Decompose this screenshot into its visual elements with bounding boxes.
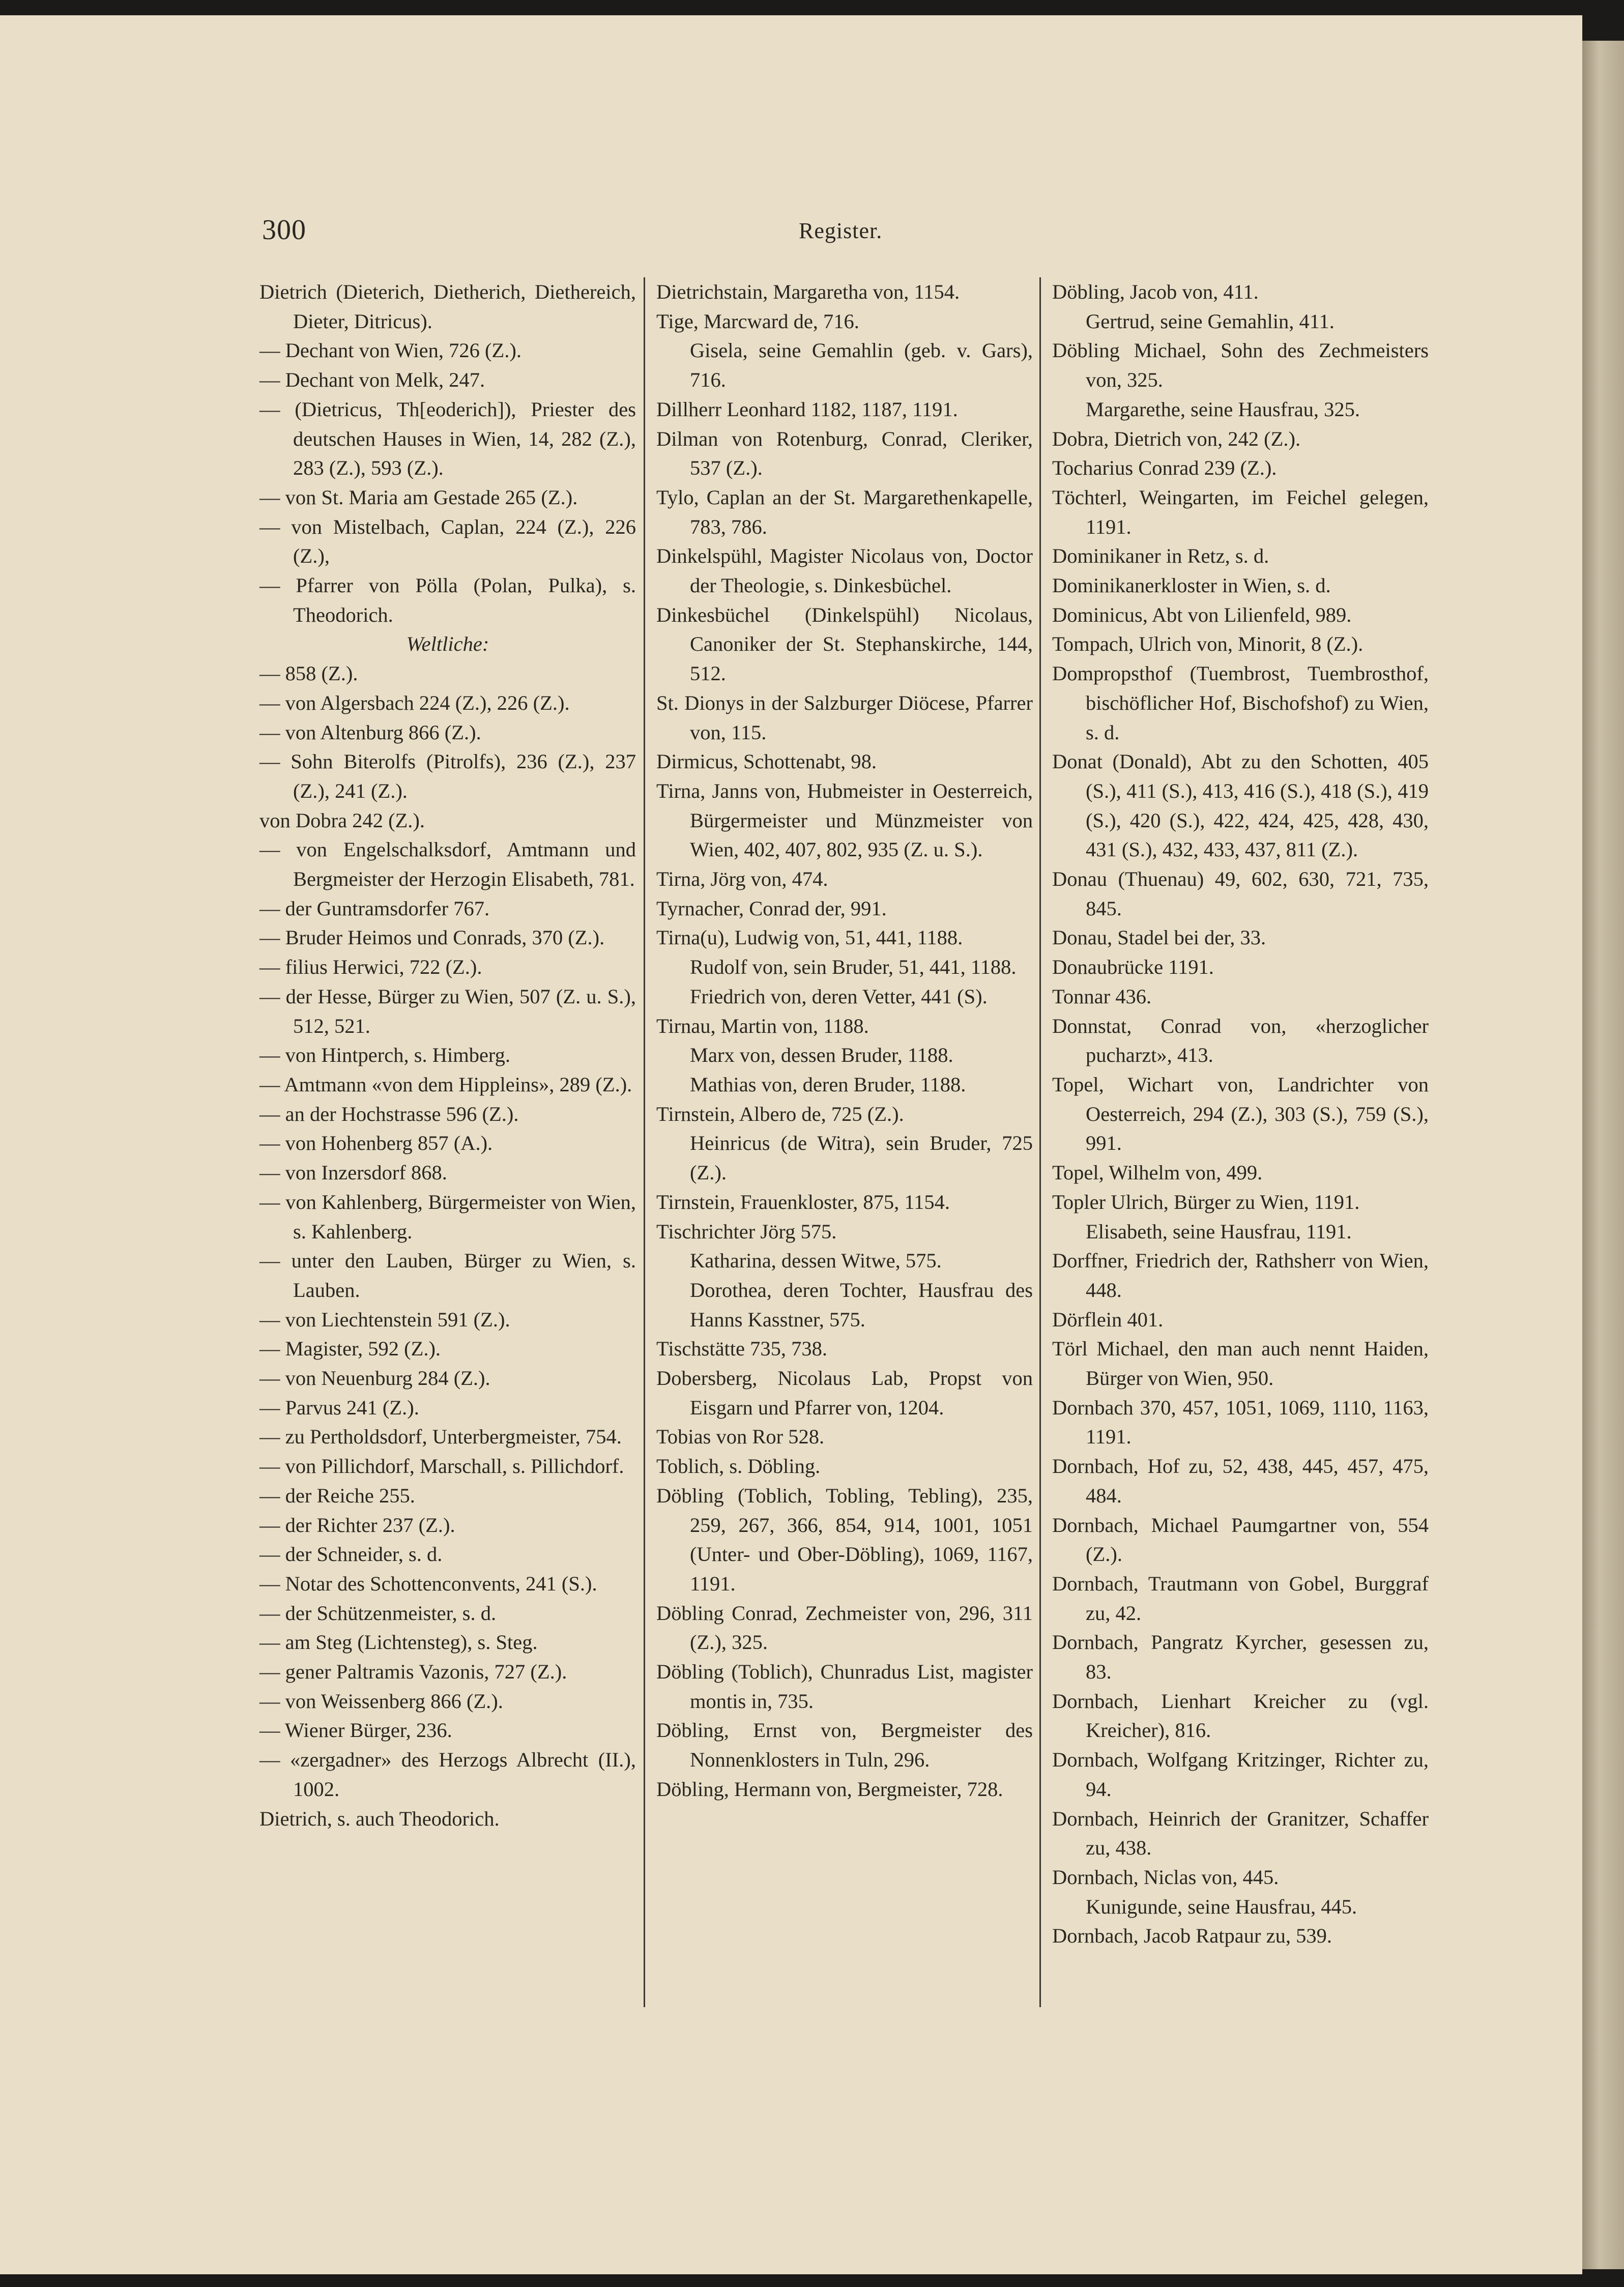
index-entry: — von Hohenberg 857 (A.). bbox=[259, 1132, 493, 1155]
column-rule bbox=[1039, 277, 1041, 2007]
index-entry: Dornbach, Pangratz Kyrcher, gesessen zu, 83. bbox=[1052, 1631, 1429, 1684]
index-entry: Toblich, s. Döbling. bbox=[656, 1455, 821, 1478]
index-entry: — von Algersbach 224 (Z.), 226 (Z.). bbox=[259, 691, 570, 714]
index-entry: Dobra, Dietrich von, 242 (Z.). bbox=[1052, 427, 1301, 450]
index-entry: Dietrich, s. auch Theodorich. bbox=[259, 1807, 500, 1830]
index-entry: Donat (Donald), Abt zu den Schotten, 405 (S.), 411 (S.), 413, 416 (S.), 418 (S.), 419 (S.), 420 (S.), 422, 424, 425, 428, 430, 431 (S.), 432, 433, 437, 811 (Z.). bbox=[1052, 750, 1429, 861]
index-entry: Döbling (Toblich), Chunradus List, magister montis in, 735. bbox=[656, 1660, 1033, 1713]
index-entry: Tirnstein, Frauenkloster, 875, 1154. bbox=[656, 1190, 950, 1213]
index-entry: — Bruder Heimos und Conrads, 370 (Z.). bbox=[259, 926, 605, 949]
index-entry: Katharina, dessen Witwe, 575. bbox=[690, 1249, 942, 1272]
index-entry: Dinkesbüchel (Dinkelspühl) Nicolaus, Canoniker der St. Stephanskirche, 144, 512. bbox=[656, 603, 1033, 685]
index-entry: Tocharius Conrad 239 (Z.). bbox=[1052, 456, 1277, 480]
index-entry: — Dechant von Wien, 726 (Z.). bbox=[259, 339, 521, 362]
index-entry: — gener Paltramis Vazonis, 727 (Z.). bbox=[259, 1660, 567, 1684]
index-entry: Dilman von Rotenburg, Conrad, Cleriker, 537 (Z.). bbox=[656, 427, 1033, 480]
index-entry: Mathias von, deren Bruder, 1188. bbox=[690, 1073, 966, 1096]
index-entry: — filius Herwici, 722 (Z.). bbox=[259, 956, 482, 979]
index-entry: — Dechant von Melk, 247. bbox=[259, 368, 485, 392]
index-entry: Tompach, Ulrich von, Minorit, 8 (Z.). bbox=[1052, 632, 1364, 656]
index-entry: Döbling, Jacob von, 411. bbox=[1052, 280, 1259, 303]
index-entry: — (Dietricus, Th[eoderich]), Priester des deutschen Hauses in Wien, 14, 282 (Z.), 283 (Z.), 593 (Z.). bbox=[259, 397, 636, 480]
index-entry: von Dobra 242 (Z.). bbox=[259, 808, 425, 832]
index-entry: Tirnstein, Albero de, 725 (Z.). bbox=[656, 1102, 904, 1125]
index-entry: Donau (Thuenau) 49, 602, 630, 721, 735, 845. bbox=[1052, 867, 1429, 920]
index-entry: — Sohn Biterolfs (Pitrolfs), 236 (Z.), 237 (Z.), 241 (Z.). bbox=[259, 750, 636, 802]
index-entry: Kunigunde, seine Hausfrau, 445. bbox=[1086, 1895, 1357, 1918]
index-entry: Gisela, seine Gemahlin (geb. v. Gars), 716. bbox=[690, 339, 1033, 392]
index-entry: Tirnau, Martin von, 1188. bbox=[656, 1014, 869, 1037]
index-entry: Tige, Marcward de, 716. bbox=[656, 309, 859, 333]
index-entry: Margarethe, seine Hausfrau, 325. bbox=[1086, 397, 1360, 421]
index-entry: Dörflein 401. bbox=[1052, 1308, 1164, 1331]
index-column-3 bbox=[1052, 277, 1429, 1951]
index-entry: — von Mistelbach, Caplan, 224 (Z.), 226 (Z.), bbox=[259, 515, 636, 568]
index-entry: Topler Ulrich, Bürger zu Wien, 1191. bbox=[1052, 1190, 1360, 1213]
index-entry: Donaubrücke 1191. bbox=[1052, 956, 1214, 979]
index-entry: Dornbach, Lienhart Kreicher zu (vgl. Kreicher), 816. bbox=[1052, 1689, 1429, 1742]
index-entry: Dominikaner in Retz, s. d. bbox=[1052, 544, 1269, 568]
index-entry: Tylo, Caplan an der St. Margarethenkapelle, 783, 786. bbox=[656, 485, 1033, 538]
index-entry: Heinricus (de Witra), sein Bruder, 725 (Z.). bbox=[690, 1132, 1033, 1184]
index-entry: — der Schneider, s. d. bbox=[259, 1543, 443, 1566]
index-entry: — von Weissenberg 866 (Z.). bbox=[259, 1689, 503, 1713]
index-entry: — Magister, 592 (Z.). bbox=[259, 1337, 441, 1360]
index-entry: — von St. Maria am Gestade 265 (Z.). bbox=[259, 485, 578, 509]
index-entry: Dominicus, Abt von Lilienfeld, 989. bbox=[1052, 603, 1352, 626]
index-entry: Dinkelspühl, Magister Nicolaus von, Doctor der Theologie, s. Dinkesbüchel. bbox=[656, 544, 1033, 597]
index-entry: Dietrich (Dieterich, Dietherich, Diethereich, Dieter, Ditricus). bbox=[259, 280, 636, 333]
column-rule bbox=[644, 277, 645, 2007]
index-entry: — Parvus 241 (Z.). bbox=[259, 1396, 419, 1419]
index-column-2 bbox=[656, 277, 1033, 1804]
index-entry: — von Neuenburg 284 (Z.). bbox=[259, 1367, 490, 1390]
index-entry: — Notar des Schottenconvents, 241 (S.). bbox=[259, 1572, 597, 1595]
index-entry: Dornbach, Niclas von, 445. bbox=[1052, 1865, 1279, 1889]
index-entry: Dobersberg, Nicolaus Lab, Propst von Eisgarn und Pfarrer von, 1204. bbox=[656, 1367, 1033, 1419]
index-entry: Törl Michael, den man auch nennt Haiden, Bürger von Wien, 950. bbox=[1052, 1337, 1429, 1390]
index-entry: Donau, Stadel bei der, 33. bbox=[1052, 926, 1266, 949]
index-entry: Tirna, Jörg von, 474. bbox=[656, 867, 828, 891]
index-entry: — von Pillichdorf, Marschall, s. Pillichdorf. bbox=[259, 1455, 624, 1478]
index-entry: Dornbach, Heinrich der Granitzer, Schaffer zu, 438. bbox=[1052, 1807, 1429, 1860]
index-entry: — von Hintperch, s. Himberg. bbox=[259, 1044, 511, 1067]
running-head: Register. bbox=[799, 218, 883, 243]
index-entry: — Pfarrer von Pölla (Polan, Pulka), s. Theodorich. bbox=[259, 574, 636, 626]
index-entry: Dillherr Leonhard 1182, 1187, 1191. bbox=[656, 397, 958, 421]
index-entry: Döbling (Toblich, Tobling, Tebling), 235, 259, 267, 366, 854, 914, 1001, 1051 (Unter- und Ober-Döbling), 1069, 1167, 1191. bbox=[656, 1484, 1033, 1595]
index-entry: Dorffner, Friedrich der, Rathsherr von Wien, 448. bbox=[1052, 1249, 1429, 1301]
index-entry: Tobias von Ror 528. bbox=[656, 1425, 825, 1449]
index-entry: Dornbach, Jacob Ratpaur zu, 539. bbox=[1052, 1924, 1332, 1948]
index-entry: Dornbach, Trautmann von Gobel, Burggraf zu, 42. bbox=[1052, 1572, 1429, 1625]
index-entry: Tischstätte 735, 738. bbox=[656, 1337, 828, 1360]
index-entry: Dornbach, Michael Paumgartner von, 554 (Z.). bbox=[1052, 1513, 1429, 1566]
index-entry: — von Engelschalksdorf, Amtmann und Bergmeister der Herzogin Elisabeth, 781. bbox=[259, 838, 636, 891]
index-entry: — der Guntramsdorfer 767. bbox=[259, 896, 490, 920]
index-entry: — von Kahlenberg, Bürgermeister von Wien, s. Kahlenberg. bbox=[259, 1190, 636, 1243]
index-entry: Dietrichstain, Margaretha von, 1154. bbox=[656, 280, 960, 303]
index-entry: — «zergadner» des Herzogs Albrecht (II.), 1002. bbox=[259, 1748, 636, 1801]
index-entry: Elisabeth, seine Hausfrau, 1191. bbox=[1086, 1220, 1352, 1243]
index-entry: Tischrichter Jörg 575. bbox=[656, 1220, 837, 1243]
index-entry: Dompropsthof (Tuembrost, Tuembrosthof, bischöflicher Hof, Bischofshof) zu Wien, s. d. bbox=[1052, 662, 1429, 744]
index-entry: Dornbach 370, 457, 1051, 1069, 1110, 1163, 1191. bbox=[1052, 1396, 1429, 1449]
index-entry: — Wiener Bürger, 236. bbox=[259, 1719, 452, 1742]
index-entry: Dominikanerkloster in Wien, s. d. bbox=[1052, 574, 1331, 597]
index-entry: Döbling, Hermann von, Bergmeister, 728. bbox=[656, 1777, 1003, 1801]
index-entry: Tirna, Janns von, Hubmeister in Oesterreich, Bürgermeister und Münzmeister von Wien, 402, 407, 802, 935 (Z. u. S.). bbox=[656, 779, 1033, 861]
index-entry: Töchterl, Weingarten, im Feichel gelegen, 1191. bbox=[1052, 485, 1429, 538]
index-entry: Rudolf von, sein Bruder, 51, 441, 1188. bbox=[690, 956, 1017, 979]
index-entry: Dornbach, Hof zu, 52, 438, 445, 457, 475, 484. bbox=[1052, 1455, 1429, 1507]
index-entry: — von Inzersdorf 868. bbox=[259, 1161, 447, 1184]
index-entry: Friedrich von, deren Vetter, 441 (S). bbox=[690, 985, 988, 1008]
index-entry: — zu Pertholdsdorf, Unterbergmeister, 754. bbox=[259, 1425, 622, 1449]
index-entry: — der Richter 237 (Z.). bbox=[259, 1513, 455, 1537]
index-entry: Gertrud, seine Gemahlin, 411. bbox=[1086, 309, 1335, 333]
index-entry: Döbling, Ernst von, Bergmeister des Nonnenklosters in Tuln, 296. bbox=[656, 1719, 1033, 1772]
index-entry: Tyrnacher, Conrad der, 991. bbox=[656, 896, 887, 920]
index-entry: Döbling Conrad, Zechmeister von, 296, 311 (Z.), 325. bbox=[656, 1601, 1033, 1654]
index-entry: Döbling Michael, Sohn des Zechmeisters von, 325. bbox=[1052, 339, 1429, 392]
index-entry: — der Hesse, Bürger zu Wien, 507 (Z. u. S.), 512, 521. bbox=[259, 985, 636, 1037]
index-entry: — am Steg (Lichtensteg), s. Steg. bbox=[259, 1631, 538, 1654]
index-entry: Tonnar 436. bbox=[1052, 985, 1152, 1008]
index-entry: — der Reiche 255. bbox=[259, 1484, 415, 1507]
index-entry: Marx von, dessen Bruder, 1188. bbox=[690, 1044, 953, 1067]
index-entry: — Amtmann «von dem Hippleins», 289 (Z.). bbox=[259, 1073, 632, 1096]
index-entry: — unter den Lauben, Bürger zu Wien, s. Lauben. bbox=[259, 1249, 636, 1301]
index-entry: — 858 (Z.). bbox=[259, 662, 358, 685]
index-entry: Dorothea, deren Tochter, Hausfrau des Hanns Kasstner, 575. bbox=[690, 1278, 1033, 1331]
index-entry: Dornbach, Wolfgang Kritzinger, Richter zu, 94. bbox=[1052, 1748, 1429, 1801]
index-entry: Topel, Wilhelm von, 499. bbox=[1052, 1161, 1263, 1184]
index-entry: — der Schützenmeister, s. d. bbox=[259, 1601, 497, 1625]
index-entry: Tirna(u), Ludwig von, 51, 441, 1188. bbox=[656, 926, 963, 949]
index-entry: — von Altenburg 866 (Z.). bbox=[259, 720, 481, 744]
page-edge bbox=[1582, 41, 1624, 2269]
index-column-1 bbox=[259, 277, 636, 1833]
index-entry: — von Liechtenstein 591 (Z.). bbox=[259, 1308, 510, 1331]
index-entry: — an der Hochstrasse 596 (Z.). bbox=[259, 1102, 519, 1125]
index-entry: Donnstat, Conrad von, «herzoglicher pucharzt», 413. bbox=[1052, 1014, 1429, 1067]
index-entry: Dirmicus, Schottenabt, 98. bbox=[656, 750, 877, 773]
index-entry: Weltliche: bbox=[406, 632, 489, 656]
page-number: 300 bbox=[262, 214, 306, 246]
index-entry: Topel, Wichart von, Landrichter von Oesterreich, 294 (Z.), 303 (S.), 759 (S.), 991. bbox=[1052, 1073, 1429, 1155]
index-entry: St. Dionys in der Salzburger Diöcese, Pfarrer von, 115. bbox=[656, 691, 1033, 744]
